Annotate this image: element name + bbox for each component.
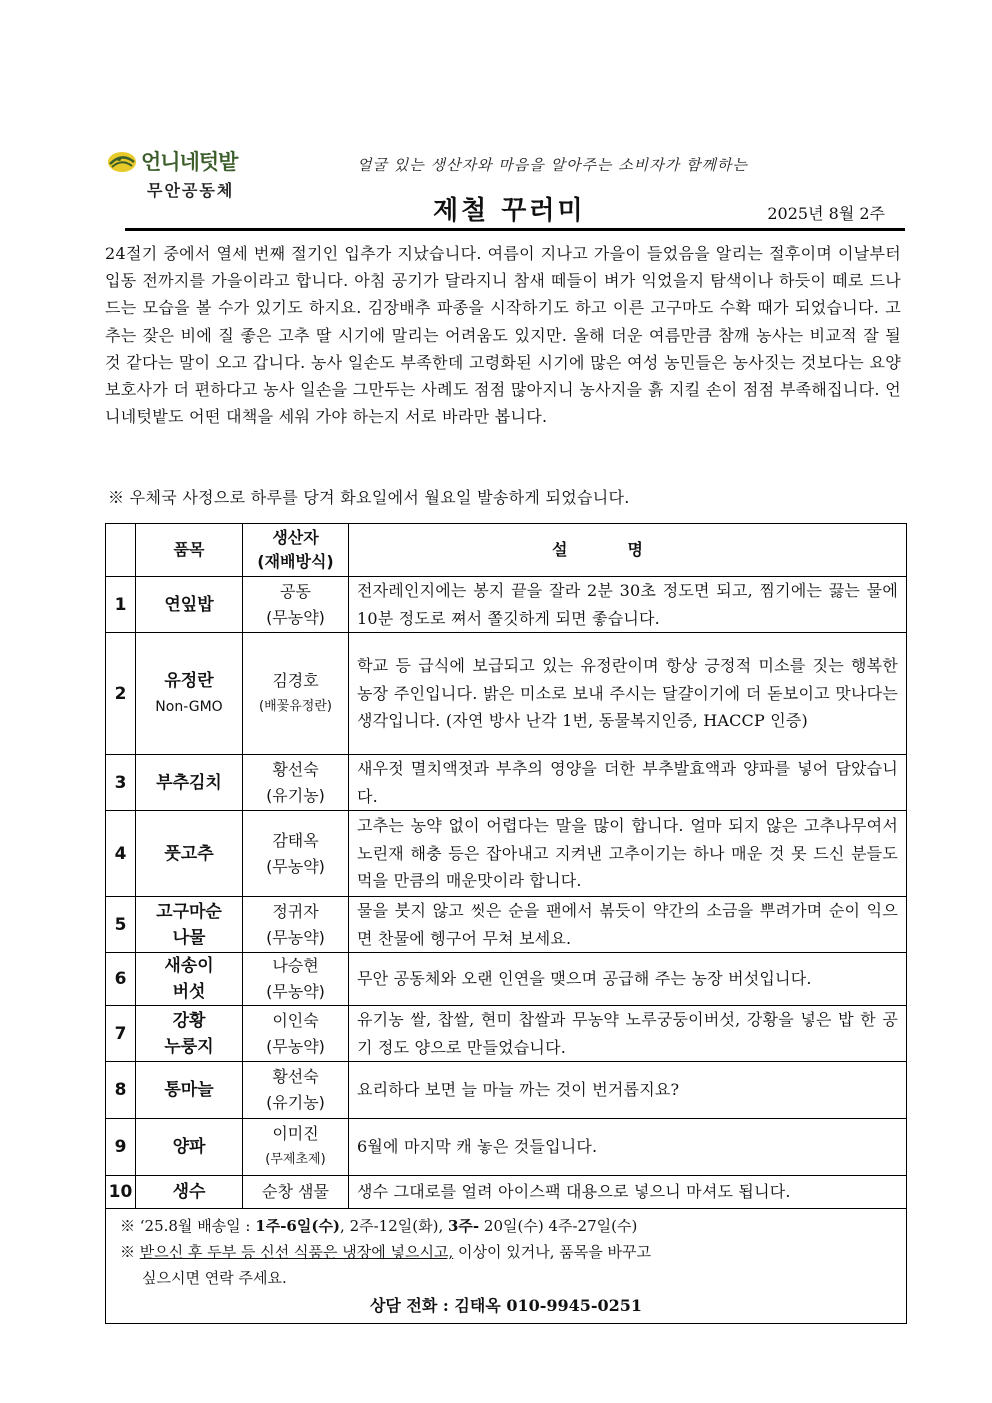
producer-cell — [243, 755, 349, 811]
table-row — [106, 1119, 907, 1176]
table-row — [106, 755, 907, 811]
producer-cell — [243, 811, 349, 897]
item-cell — [136, 1062, 243, 1119]
header-divider — [125, 228, 905, 231]
producer-cell — [243, 897, 349, 953]
brand-subtitle: 무안공동체 — [147, 181, 235, 200]
cultivation-method: (무농약) — [266, 607, 325, 627]
table-row — [106, 1176, 907, 1209]
delivery-schedule — [120, 1217, 637, 1235]
description-cell: 유기농 쌀, 찹쌀, 현미 찹쌀과 무농약 노루궁둥이버섯, 강황을 넣은 밥 한 공기 정도 양으로 만들었습니다. — [349, 1006, 907, 1062]
item-subname: 누룽지 — [164, 1036, 214, 1057]
table-row — [106, 897, 907, 953]
row-number: 5 — [106, 897, 136, 953]
producer-cell — [243, 1176, 349, 1209]
table-row — [106, 1006, 907, 1062]
item-cell — [136, 755, 243, 811]
item-cell — [136, 1176, 243, 1209]
cultivation-method: (무농약) — [266, 1036, 325, 1056]
product-table — [105, 523, 907, 1324]
cultivation-method: (유기농) — [266, 1093, 325, 1112]
header-producer — [243, 524, 349, 577]
delivery-week3-4: 20일(수) 4주-27일(수) — [479, 1217, 638, 1235]
intro-paragraph: 24절기 중에서 열세 번째 절기인 입추가 지났습니다. 여름이 지나고 가을이 들었음을 알리는 절후이며 이날부터 입동 전까지를 가을이라고 합니다. 아침 공기가 달라지니 참새 떼들이 벼가 익었을지 탐색이나 하듯이 떼로 드나드는 모습을 볼 수가 있기도 하지요. 김장배추 파종을 시작하기도 하고 이른 고구마도 수확 때가 되었습니다. 고추는 잦은 비에 질 좋은 고추 딸 시기에 말리는 어려움도 있지만. 올해 더운 여름만큼 참깨 농사는 비교적 잘 될 것 같다는 말이 오고 갑니다. 농사 일손도 부족한데 고령화된 시기에 많은 여성 농민들은 농사짓는 것보다는 요양 보호사가 더 편하다고 농사 일손을 그만두는 사례도 점점 많아지니 농사지을 흙 지킬 손이 점점 부족해집니다. 언니네텃밭도 어떤 대책을 세워 가야 하는지 서로 바라만 봅니다. — [105, 244, 901, 427]
table-header-row — [106, 524, 907, 577]
item-name: 새송이 — [164, 956, 214, 976]
description-cell: 고추는 농약 없이 어렵다는 말을 많이 합니다. 얼마 되지 않은 고추나무여서 노린재 해충 등은 잡아내고 지켜낸 고추이기는 하나 매운 것 못 드신 분들도 먹을 만큼의 매운맛이라 합니다. — [349, 811, 907, 897]
description-cell: 새우젓 멸치액젓과 부추의 영양을 더한 부추발효액과 양파를 넣어 담았습니다. — [349, 755, 907, 811]
row-number: 9 — [106, 1119, 136, 1176]
item-name: 유정란 — [164, 670, 214, 691]
producer-cell — [243, 953, 349, 1006]
row-number: 1 — [106, 577, 136, 633]
description-cell: 물을 붓지 않고 씻은 순을 팬에서 볶듯이 약간의 소금을 뿌려가며 순이 익으면 찬물에 헹구어 무쳐 보세요. — [349, 897, 907, 953]
description-cell: 전자레인지에는 봉지 끝을 잘라 2분 30초 정도면 되고, 찜기에는 끓는 물에 10분 정도로 쪄서 쫄깃하게 되면 좋습니다. — [349, 577, 907, 633]
contact-phone: 상담 전화 : 김태옥 010-9945-0251 — [369, 1296, 643, 1315]
producer-name: 황선숙 — [272, 759, 319, 779]
description-cell: 요리하다 보면 늘 마늘 까는 것이 번거롭지요? — [349, 1062, 907, 1119]
item-cell — [136, 953, 243, 1006]
item-name: 풋고추 — [164, 843, 214, 864]
delivery-week3-label: 3주- — [447, 1217, 480, 1235]
fridge-notice-rest: 이상이 있거나, 품목을 바꾸고 — [453, 1243, 651, 1261]
cultivation-method: (배꽃유정란) — [259, 698, 332, 714]
table-body — [106, 577, 907, 1209]
header-producer-method: (재배방식) — [257, 552, 334, 571]
delivery-prefix: ※ ‘25.8월 배송일 : — [120, 1217, 256, 1235]
item-name: 부추김치 — [156, 772, 222, 793]
item-subname: 나물 — [172, 927, 206, 948]
producer-cell — [243, 577, 349, 633]
producer-name: 이미진 — [272, 1124, 319, 1143]
fridge-notice-continued: 싶으시면 연락 주세요. — [142, 1269, 287, 1287]
cultivation-method: (무농약) — [266, 927, 325, 947]
row-number: 7 — [106, 1006, 136, 1062]
cultivation-method: (유기농) — [266, 785, 325, 805]
item-subname: 버섯 — [172, 982, 206, 1002]
producer-name: 황선숙 — [272, 1067, 319, 1086]
fridge-notice-underlined: 받으신 후 두부 등 신선 식품은 냉장에 넣으시고, — [139, 1243, 454, 1261]
header-item: 품목 — [136, 524, 243, 577]
page-title: 제철 꾸러미 — [433, 196, 586, 226]
header — [105, 140, 905, 232]
item-cell — [136, 897, 243, 953]
producer-cell — [243, 633, 349, 755]
cultivation-method: (무농약) — [266, 982, 325, 1001]
row-number: 2 — [106, 633, 136, 755]
item-name: 연잎밥 — [164, 594, 214, 615]
delivery-week2: , 2주-12일(화), — [340, 1217, 448, 1235]
cultivation-method: (무제초제) — [265, 1152, 326, 1167]
item-name: 생수 — [172, 1182, 206, 1202]
description-cell: 학교 등 급식에 보급되고 있는 유정란이며 항상 긍정적 미소를 짓는 행복한 농장 주인입니다. 밝은 미소로 보내 주시는 달걀이기에 더 돋보이고 맛나다는 생각입니다. (자연 방사 난각 1번, 동물복지인증, HACCP 인증) — [349, 633, 907, 755]
item-name: 양파 — [172, 1137, 206, 1157]
producer-name: 공동 — [280, 581, 311, 601]
producer-cell — [243, 1119, 349, 1176]
table-row — [106, 577, 907, 633]
delivery-week1: 1주-6일(수) — [255, 1217, 341, 1235]
description-cell: 6월에 마지막 캐 놓은 것들입니다. — [349, 1119, 907, 1176]
description-cell: 무안 공동체와 오랜 인연을 맺으며 공급해 주는 농장 버섯입니다. — [349, 953, 907, 1006]
item-cell — [136, 633, 243, 755]
brand-name: 언니네텃밭 — [141, 149, 238, 174]
row-number: 3 — [106, 755, 136, 811]
footer-cell — [106, 1209, 907, 1324]
header-producer-label: 생산자 — [272, 528, 319, 547]
item-name: 통마늘 — [164, 1080, 214, 1100]
table-row — [106, 953, 907, 1006]
item-subname: Non-GMO — [155, 698, 223, 715]
item-cell — [136, 577, 243, 633]
producer-name: 순창 샘물 — [262, 1182, 329, 1201]
row-number: 10 — [106, 1176, 136, 1209]
leaf-logo-icon — [107, 150, 137, 174]
row-number: 6 — [106, 953, 136, 1006]
tagline: 얼굴 있는 생산자와 마음을 알아주는 소비자가 함께하는 — [357, 156, 748, 174]
producer-name: 김경호 — [272, 670, 319, 690]
producer-name: 나승현 — [272, 956, 319, 975]
table-row — [106, 811, 907, 897]
fridge-notice: ※ 받으신 후 두부 등 신선 식품은 냉장에 넣으시고, 이상이 있거나, 품목을 바꾸고 — [120, 1243, 651, 1261]
item-cell — [136, 811, 243, 897]
table-row — [106, 1062, 907, 1119]
table-footer-row — [106, 1209, 907, 1324]
item-name: 강황 — [172, 1010, 206, 1031]
producer-cell — [243, 1062, 349, 1119]
item-cell — [136, 1119, 243, 1176]
description-cell: 생수 그대로를 얼려 아이스팩 대용으로 넣으니 마셔도 됩니다. — [349, 1176, 907, 1209]
producer-cell — [243, 1006, 349, 1062]
producer-name: 정귀자 — [272, 901, 319, 921]
row-number: 4 — [106, 811, 136, 897]
table-row — [106, 633, 907, 755]
week-label: 2025년 8월 2주 — [767, 204, 885, 223]
producer-name: 감태옥 — [272, 830, 319, 850]
header-description: 설명 — [349, 524, 907, 577]
logo — [107, 144, 257, 200]
row-number: 8 — [106, 1062, 136, 1119]
producer-name: 이인숙 — [272, 1010, 319, 1030]
header-num — [106, 524, 136, 577]
item-name: 고구마순 — [156, 901, 222, 922]
shipping-notice: ※ 우체국 사정으로 하루를 당겨 화요일에서 월요일 발송하게 되었습니다. — [108, 488, 630, 507]
item-cell — [136, 1006, 243, 1062]
cultivation-method: (무농약) — [266, 856, 325, 876]
